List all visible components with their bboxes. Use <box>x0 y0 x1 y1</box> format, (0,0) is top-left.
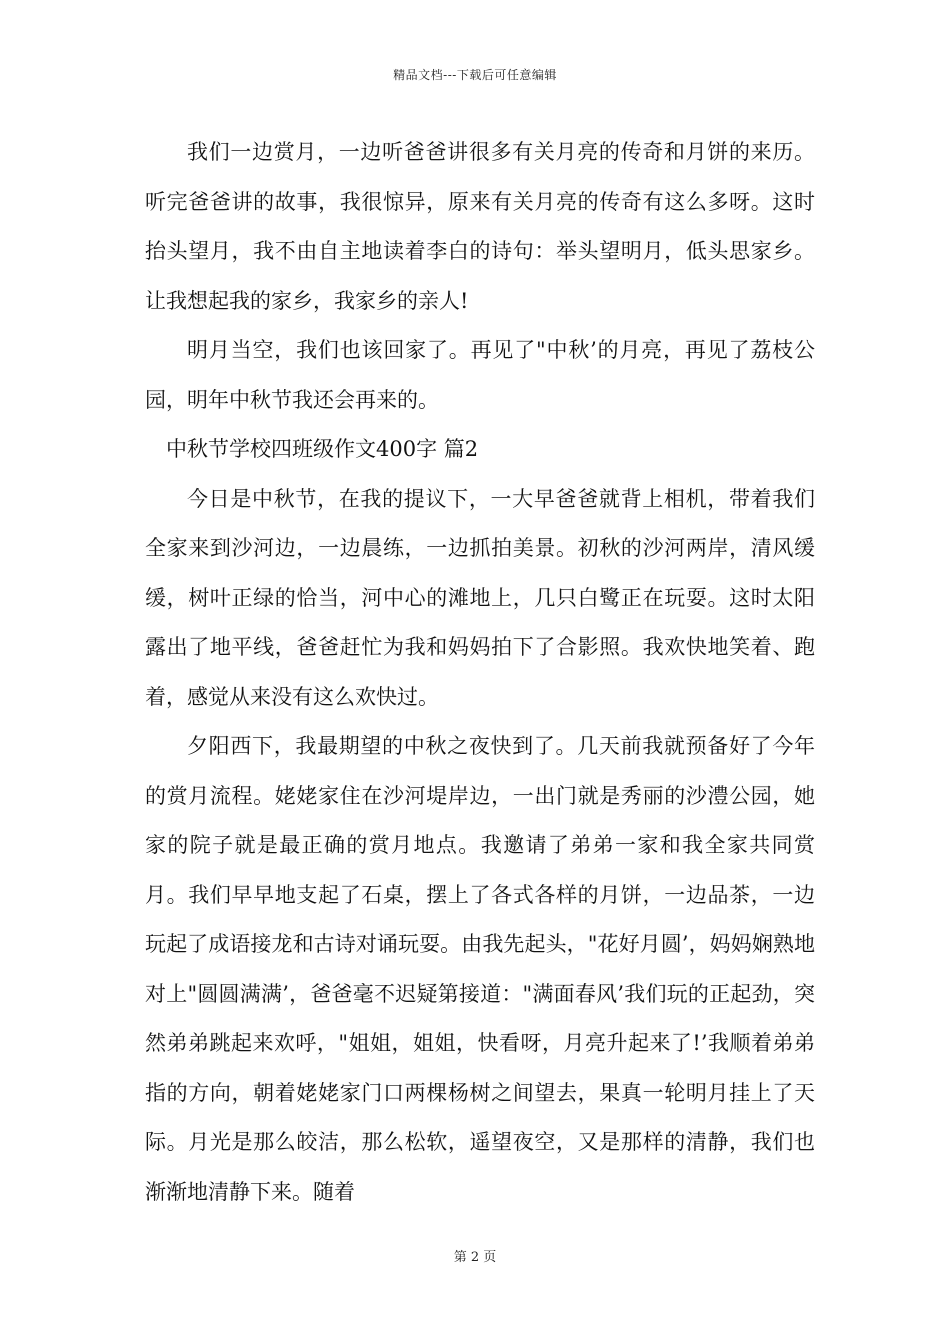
paragraph: 今日是中秋节，在我的提议下，一大早爸爸就背上相机，带着我们全家来到沙河边，一边晨练，一边抓拍美景。初秋的沙河两岸，清风缓缓，树叶正绿的恰当，河中心的滩地上，几只白鹭正在玩耍。这时太阳露出了地平线，爸爸赶忙为我和妈妈拍下了合影照。我欢快地笑着、跑着，感觉从来没有这么欢快过。 <box>145 486 815 709</box>
paragraph: 我们一边赏月，一边听爸爸讲很多有关月亮的传奇和月饼的来历。听完爸爸讲的故事，我很惊异，原来有关月亮的传奇有这么多呀。这时抬头望月，我不由自主地读着李白的诗句：举头望明月，低头思家乡。让我想起我的家乡，我家乡的亲人! <box>145 140 815 313</box>
paragraph: 夕阳西下，我最期望的中秋之夜快到了。几天前我就预备好了今年的赏月流程。姥姥家住在沙河堤岸边，一出门就是秀丽的沙澧公园，她家的院子就是最正确的赏月地点。我邀请了弟弟一家和我全家共同赏月。我们早早地支起了石桌，摆上了各式各样的月饼，一边品茶，一边玩起了成语接龙和古诗对诵玩耍。由我先起头，"花好月圆’，妈妈娴熟地对上"圆圆满满’，爸爸毫不迟疑第接道："满面春风’我们玩的正起劲，突然弟弟跳起来欢呼，"姐姐，姐姐，快看呀，月亮升起来了!’我顺着弟弟指的方向，朝着姥姥家门口两棵杨树之间望去，果真一轮明月挂上了天际。月光是那么皎洁，那么松软，遥望夜空，又是那样的清静，我们也渐渐地清静下来。随着 <box>145 734 815 1204</box>
page-header: 精品文档---下载后可任意编辑 <box>393 68 557 82</box>
document-body <box>145 128 815 1217</box>
paragraph: 明月当空，我们也该回家了。再见了"中秋’的月亮，再见了荔枝公园，明年中秋节我还会再来的。 <box>145 338 815 412</box>
section-heading: 中秋节学校四班级作文400字 篇2 <box>166 437 479 461</box>
page-number: 第 2 页 <box>453 1250 497 1265</box>
